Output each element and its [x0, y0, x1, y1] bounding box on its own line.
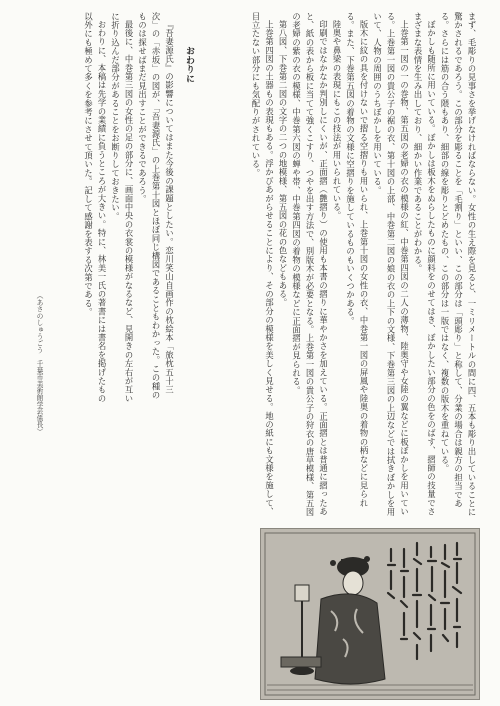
body-paragraph: 上巻第一図の一の巻物、第五図の老婦の衣の模様の紅、中巻第四図の二人の薄物、陸奥守や女陸の翼などに板ぼかしを用いている。上巻第一図の貴公子の裾の衣、第十図の上部、中巻第二図の娘の衣の上下の文様、下巻第三図の上辺などでは拭きぼかしを用いて、人物の周囲のうちぼかしを用いている。 — [372, 12, 410, 517]
conclusion-section — [65, 12, 195, 407]
author-affiliation: （あさのしゅうごう 千葉市美術館学芸係長） — [35, 292, 43, 435]
main-body-text — [208, 12, 478, 520]
woodblock-print-image — [260, 528, 480, 700]
woodblock-illustration — [261, 529, 479, 699]
conclusion-paragraph: 最後に、中巻第三図の女性の足の部分に、画面中央の衣裳の模様がなるなど、見開きの左右が互いに折り込んだ部分があることをお断りしておきたい。 — [110, 12, 134, 404]
conclusion-paragraph: おわりに、本稿は先学の業績に負うところが大きい。特に、林美一氏の著書には書名を掲げたもの以外にも極めて多くを参考にさせて頂いた。記して感謝を表する次第である。 — [83, 12, 107, 404]
body-paragraph: ぼかしも随所に用いている。ぼかしは板木をぬらしたものに顔料をのせてはき、ぼかしたい部分の色をのばす、摺師の技量でさまざまな表情を生み出しており、細かい作業であることがわかる。 — [413, 12, 437, 517]
body-paragraph: 上巻第四図の土器もの表現もある。浮かびあがらせることにより、その部分の模様を美しく見せる。地の紙にも文様を施して、目立たない部分にも気配りがされている。 — [251, 12, 275, 517]
conclusion-heading: おわりに — [184, 46, 194, 84]
body-paragraph: 印刷ではなかなか判別しにくいが、正面摺（艶摺り）の使用も本書の摺りに華やかさを加えている。正面摺とは普通に摺ったあと、紙の表から板に当てて強くこすり、つやを出す方法で、別版木が必要となる。上巻第一図の貴公子の狩衣の唐草模様、第五図の老婦の紫の衣の模様、中巻第六図の蝉や帯、中巻第四図の着物の模様などに正面摺が見られる。 — [291, 12, 329, 517]
body-paragraph: まず、毛彫りの見事さを挙げなければならない。女性の生え際を見ると、一ミリメートルの間に四、五本も彫り出していることに驚かされるであろう。この部分を彫ることを「毛割り」といい、この部分は「頭彫り」と称して、分業の場合は親方の担当である。さらには筋の合う隈もあり、細部の線を彫りとどめたもの、この部分は一版ではなく、複数の版木を重ねている。 — [440, 12, 477, 517]
body-paragraph: 陸奥や鼻梁の表現にもこの技法が用いられている。 — [332, 20, 342, 221]
body-paragraph: 版木に紋の具を付けないで摺る空摺りも用いられ、上巻第十図の女性の衣、中巻第一図の屏風や陸奥の着物の柄などに見られる。また、下巻第五図の着物の文様に空摺りを施しているものもいくつかある。 — [345, 12, 369, 508]
body-paragraph: 第八図、下巻第二図の文字の二つの地模様、第五図の花の色などもある。 — [278, 20, 288, 308]
conclusion-paragraph: 『吾妻源氏』の影響についてはまた今後の課題としたい。恋川笑山自画作の枕絵本「旅枕五十三次」の「赤坂」の図が、「吾妻源氏」の上巻第十図とほぼ同じ構図であることもわかった。この種のものは探せばまだ見出すことができるであろう。 — [137, 12, 175, 400]
